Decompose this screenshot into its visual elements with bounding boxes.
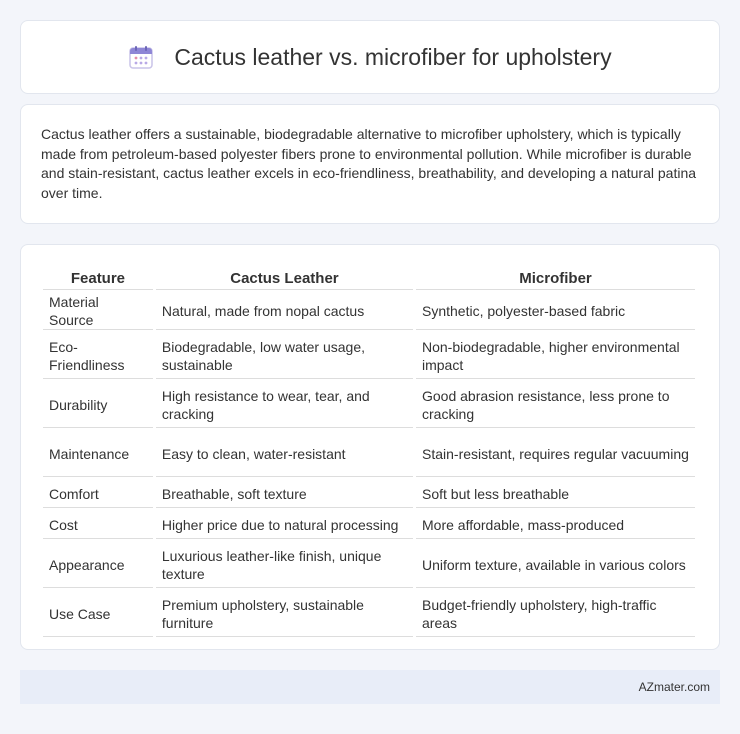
footer-site-link[interactable]: AZmater.com (638, 680, 710, 694)
microfiber-cell: Soft but less breathable (416, 480, 695, 508)
comparison-card (20, 244, 720, 650)
table-row (43, 511, 695, 539)
table-row (43, 333, 695, 379)
feature-cell: Eco-Friendliness (43, 333, 153, 379)
summary-text: Cactus leather offers a sustainable, biodegradable alternative to microfiber upholstery, which is typically made from petroleum-based polyester fibers prone to environmental pollution. While microfiber is durable and stain-resistant, cactus leather excels in eco-friendliness, breathability, and developing a natural patina over time. (41, 126, 697, 201)
table-row (43, 542, 695, 588)
cactus-cell: Easy to clean, water-resistant (156, 431, 413, 477)
cactus-cell: Natural, made from nopal cactus (156, 293, 413, 330)
header-cactus-leather: Cactus Leather (156, 268, 413, 290)
page-title: Cactus leather vs. microfiber for upholstery (174, 43, 612, 70)
microfiber-cell: Synthetic, polyester-based fabric (416, 293, 695, 330)
cactus-cell: Premium upholstery, sustainable furniture (156, 591, 413, 637)
microfiber-cell: Non-biodegradable, higher environmental impact (416, 333, 695, 379)
microfiber-cell: Budget-friendly upholstery, high-traffic areas (416, 591, 695, 637)
table-row (43, 382, 695, 428)
footer (20, 670, 720, 704)
microfiber-cell: More affordable, mass-produced (416, 511, 695, 539)
table-row (43, 431, 695, 477)
table-row (43, 591, 695, 637)
microfiber-cell: Stain-resistant, requires regular vacuuming (416, 431, 695, 477)
microfiber-cell: Good abrasion resistance, less prone to cracking (416, 382, 695, 428)
table-row (43, 480, 695, 508)
table-header-row (43, 268, 695, 290)
table-row (43, 293, 695, 330)
calendar-icon (128, 44, 154, 70)
header-microfiber: Microfiber (416, 268, 695, 290)
cactus-cell: High resistance to wear, tear, and cracking (156, 382, 413, 428)
feature-cell: Durability (43, 382, 153, 428)
microfiber-cell: Uniform texture, available in various colors (416, 542, 695, 588)
feature-cell: Appearance (43, 542, 153, 588)
feature-cell: Cost (43, 511, 153, 539)
header-feature: Feature (43, 268, 153, 290)
feature-cell: Material Source (43, 293, 153, 330)
cactus-cell: Higher price due to natural processing (156, 511, 413, 539)
feature-cell: Use Case (43, 591, 153, 637)
title-card (20, 20, 720, 94)
feature-cell: Maintenance (43, 431, 153, 477)
feature-cell: Comfort (43, 480, 153, 508)
comparison-table (40, 265, 698, 640)
summary-card (20, 104, 720, 224)
cactus-cell: Biodegradable, low water usage, sustainable (156, 333, 413, 379)
cactus-cell: Breathable, soft texture (156, 480, 413, 508)
cactus-cell: Luxurious leather-like finish, unique texture (156, 542, 413, 588)
